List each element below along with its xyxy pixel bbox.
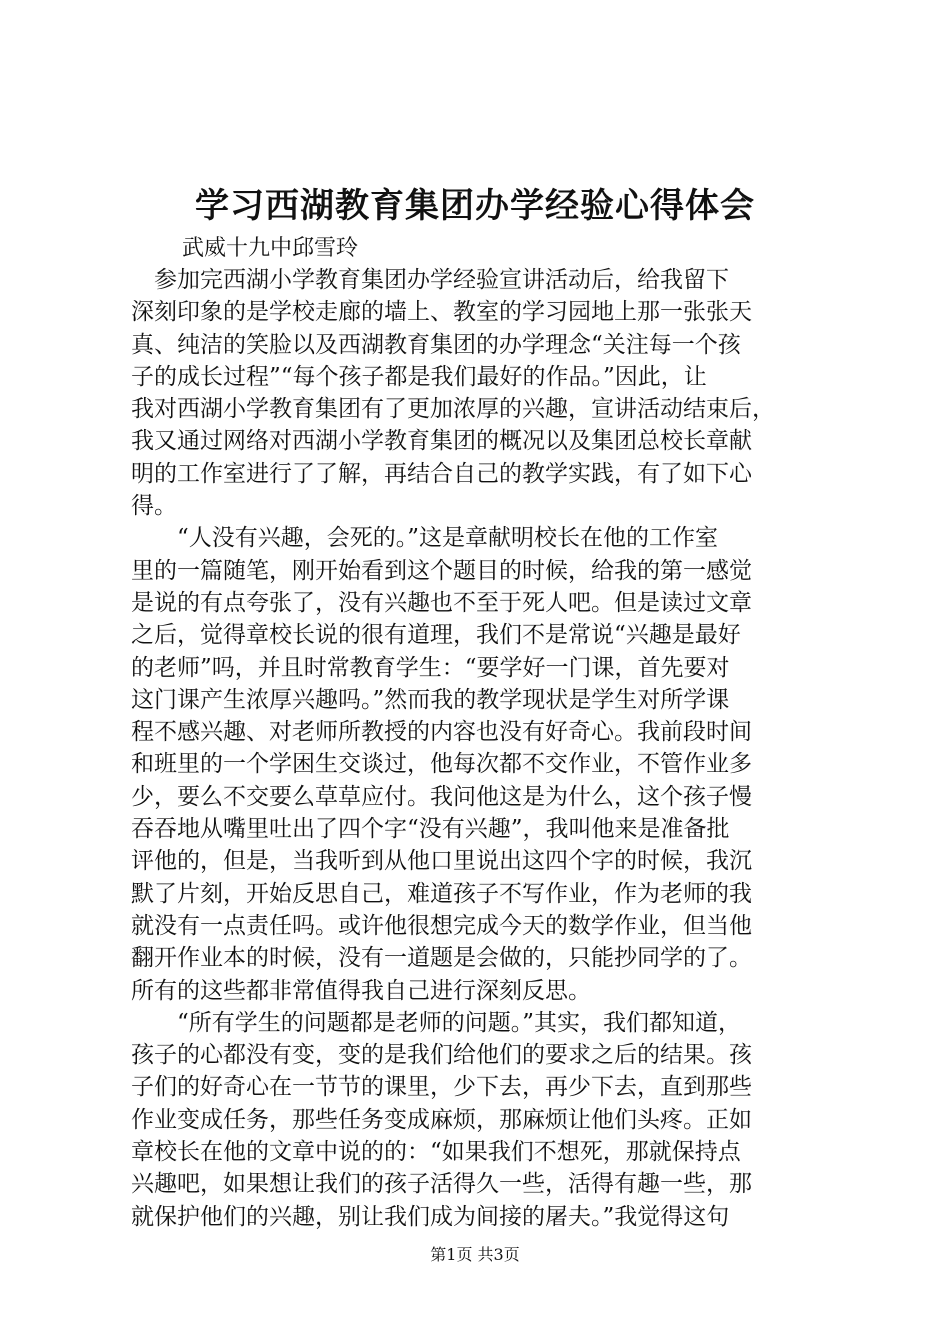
body-text-line: 默了片刻，开始反思自己，难道孩子不写作业，作为老师的我 (131, 880, 752, 907)
body-text-line: 之后，觉得章校长说的很有道理，我们不是常说“兴趣是最好 (131, 622, 741, 649)
body-text-line: 翻开作业本的时候，没有一道题是会做的，只能抄同学的了。 (131, 945, 752, 972)
body-text-line: 里的一篇随笔，刚开始看到这个题目的时候，给我的第一感觉 (131, 557, 752, 584)
body-text-line: 我又通过网络对西湖小学教育集团的概况以及集团总校长章献 (131, 428, 752, 455)
body-text-line: 和班里的一个学困生交谈过，他每次都不交作业，不管作业多 (131, 751, 752, 778)
body-text-line: “所有学生的问题都是老师的问题。”其实，我们都知道， (131, 1009, 742, 1036)
body-text-line: 吞吞地从嘴里吐出了四个字“没有兴趣”，我叫他来是准备批 (131, 816, 730, 843)
body-text-line: 得。 (131, 493, 177, 520)
body-text-line: 章校长在他的文章中说的的：“如果我们不想死，那就保持点 (131, 1139, 741, 1166)
document-title: 学习西湖教育集团办学经验心得体会 (195, 186, 755, 226)
body-text-line: “人没有兴趣，会死的。”这是章献明校长在他的工作室 (131, 525, 719, 552)
body-text-line: 程不感兴趣、对老师所教授的内容也没有好奇心。我前段时间 (131, 719, 752, 746)
body-text-line: 明的工作室进行了了解，再结合自己的教学实践，有了如下心 (131, 460, 752, 487)
body-text-line: 作业变成任务，那些任务变成麻烦，那麻烦让他们头疼。正如 (131, 1106, 752, 1133)
body-text-line: 的老师”吗，并且时常教育学生：“要学好一门课，首先要对 (131, 654, 730, 681)
body-text-line: 深刻印象的是学校走廊的墙上、教室的学习园地上那一张张天 (131, 299, 752, 326)
body-text-line: 就没有一点责任吗。或许他很想完成今天的数学作业，但当他 (131, 912, 752, 939)
body-text-line: 子的成长过程”“每个孩子都是我们最好的作品。”因此，让 (131, 363, 707, 390)
body-text-line: 孩子的心都没有变，变的是我们给他们的要求之后的结果。孩 (131, 1042, 752, 1069)
body-text-line: 评他的，但是，当我听到从他口里说出这四个字的时候，我沉 (131, 848, 752, 875)
body-text-line: 所有的这些都非常值得我自己进行深刻反思。 (131, 977, 591, 1004)
body-text-line: 是说的有点夸张了，没有兴趣也不至于死人吧。但是读过文章 (131, 589, 752, 616)
body-text-line: 就保护他们的兴趣，别让我们成为间接的屠夫。”我觉得这句 (131, 1203, 730, 1230)
body-text-line: 参加完西湖小学教育集团办学经验宣讲活动后，给我留下 (131, 267, 729, 293)
body-text-line: 我对西湖小学教育集团有了更加浓厚的兴趣，宣讲活动结束后， (131, 396, 775, 423)
body-text-line: 这门课产生浓厚兴趣吗。”然而我的教学现状是学生对所学课 (131, 686, 730, 713)
body-text (131, 264, 831, 1233)
body-text-line: 兴趣吧，如果想让我们的孩子活得久一些，活得有趣一些，那 (131, 1171, 752, 1198)
body-text-line: 少，要么不交要么草草应付。我问他这是为什么，这个孩子慢 (131, 783, 752, 810)
page-footer: 第1页 共3页 (430, 1245, 520, 1264)
body-text-line: 真、纯洁的笑脸以及西湖教育集团的办学理念“关注每一个孩 (131, 331, 741, 358)
author-line: 武威十九中邱雪玲 (182, 236, 359, 261)
body-text-line: 子们的好奇心在一节节的课里，少下去，再少下去，直到那些 (131, 1074, 752, 1101)
